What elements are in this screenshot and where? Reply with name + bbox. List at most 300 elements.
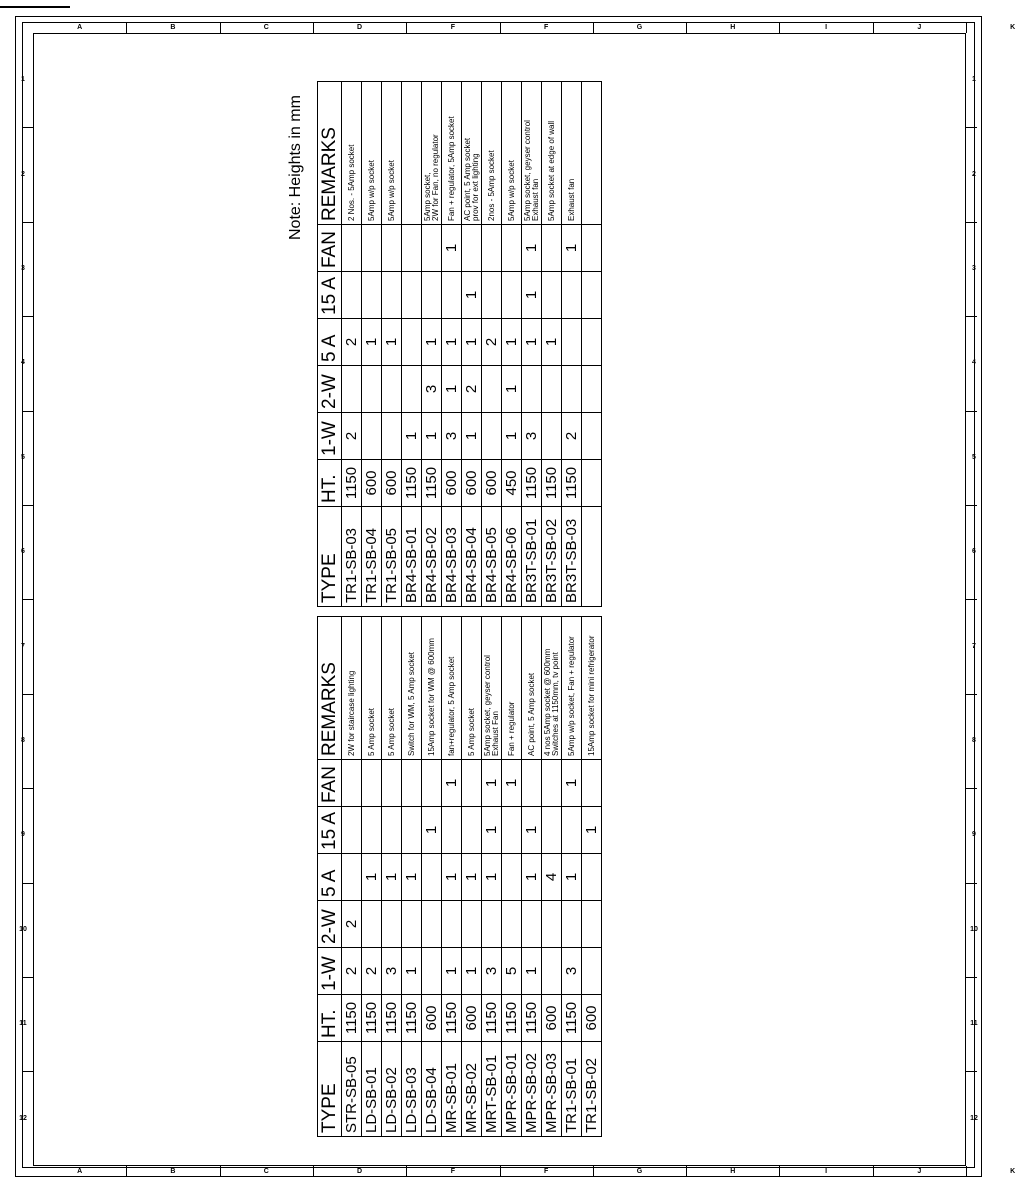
row-zone-left: 7 <box>21 642 25 650</box>
remarks-line: Fan + regulator <box>506 701 516 756</box>
cell-a15 <box>422 272 442 319</box>
cell-type: BR3T-SB-01 <box>522 507 542 607</box>
cell-remarks <box>462 617 482 760</box>
cell-a15: 1 <box>462 272 482 319</box>
cell-remarks <box>382 617 402 760</box>
cell-type: BR4-SB-04 <box>462 507 482 607</box>
cell-ht: 600 <box>582 995 602 1042</box>
cell-w1: 1 <box>422 413 442 460</box>
cell-w1 <box>542 413 562 460</box>
cell-type: TR1-SB-01 <box>562 1042 582 1137</box>
cell-w1: 1 <box>502 413 522 460</box>
cell-a5: 1 <box>382 319 402 366</box>
zone-tick <box>22 694 33 695</box>
column-header: HT. <box>318 460 342 507</box>
cell-ht: 600 <box>362 460 382 507</box>
cell-fan <box>582 760 602 807</box>
cell-remarks <box>562 617 582 760</box>
cell-remarks <box>482 617 502 760</box>
cell-ht: 600 <box>482 460 502 507</box>
cell-ht: 600 <box>442 460 462 507</box>
cell-a15 <box>362 807 382 854</box>
cell-ht: 1150 <box>402 995 422 1042</box>
cell-a5: 1 <box>362 319 382 366</box>
cell-w2 <box>362 366 382 413</box>
cell-remarks <box>362 617 382 760</box>
cell-a5: 4 <box>542 854 562 901</box>
cell-w1: 1 <box>522 948 542 995</box>
zone-tick <box>966 411 977 412</box>
table-row <box>482 82 502 607</box>
zone-tick <box>220 22 221 33</box>
cell-type: MRT-SB-01 <box>482 1042 502 1137</box>
cell-w2 <box>342 366 362 413</box>
cell-w2 <box>422 901 442 948</box>
table-row <box>522 617 542 1137</box>
column-header: 5 A <box>318 319 342 366</box>
cell-fan <box>502 225 522 272</box>
table-row <box>362 82 382 607</box>
row-zone-right: 3 <box>972 265 976 272</box>
table-row <box>542 617 562 1137</box>
cell-a5: 1 <box>522 854 542 901</box>
column-zone-top: B <box>170 24 176 31</box>
table-header-row <box>318 82 342 607</box>
cell-w2 <box>382 366 402 413</box>
zone-tick <box>313 1166 314 1177</box>
cell-fan: 1 <box>442 760 462 807</box>
cell-a15 <box>402 807 422 854</box>
column-header: TYPE <box>318 507 342 607</box>
cell-fan <box>402 225 422 272</box>
column-zone-top: F <box>450 24 455 31</box>
column-zone-bottom: A <box>77 1168 83 1175</box>
zone-tick <box>126 22 127 33</box>
zone-tick <box>500 1166 501 1177</box>
cell-type: BR3T-SB-03 <box>562 507 582 607</box>
cell-a5: 1 <box>382 854 402 901</box>
column-header: 15 A <box>318 272 342 319</box>
cell-fan <box>402 760 422 807</box>
cell-a5: 1 <box>462 319 482 366</box>
title-underline <box>0 6 70 8</box>
cell-fan: 1 <box>442 225 462 272</box>
cell-fan: 1 <box>522 225 542 272</box>
cell-w1: 3 <box>382 948 402 995</box>
remarks-line: Fan + regulator, 5Amp socket <box>446 116 456 221</box>
column-header: 5 A <box>318 854 342 901</box>
column-header: 2-W <box>318 901 342 948</box>
cell-type: BR4-SB-05 <box>482 507 502 607</box>
remarks-line: 2 Nos. - 5Amp socket <box>346 144 356 221</box>
row-zone-right: 7 <box>972 642 976 650</box>
cell-a15: 1 <box>482 807 502 854</box>
cell-w2 <box>542 366 562 413</box>
cell-a15 <box>342 807 362 854</box>
cell-remarks <box>402 82 422 225</box>
row-zone-left: 9 <box>21 831 25 839</box>
column-header: HT. <box>318 995 342 1042</box>
column-header: FAN <box>318 760 342 807</box>
cell-type: TR1-SB-03 <box>342 507 362 607</box>
cell-ht: 600 <box>422 995 442 1042</box>
cell-remarks <box>422 617 442 760</box>
table-row <box>462 82 482 607</box>
cell-remarks <box>582 617 602 760</box>
cell-w2 <box>482 366 502 413</box>
cell-w1: 1 <box>462 948 482 995</box>
column-zone-bottom: D <box>357 1168 363 1175</box>
remarks-line: Switch for WM, 5 Amp socket <box>406 651 416 756</box>
zone-tick <box>593 22 594 33</box>
cell-type: MPR-SB-02 <box>522 1042 542 1137</box>
cell-remarks <box>442 617 462 760</box>
column-header: TYPE <box>318 1042 342 1137</box>
remarks-line: 5 Amp socket <box>366 707 376 756</box>
cell-w1: 2 <box>362 948 382 995</box>
cell-remarks <box>382 82 402 225</box>
cell-type: BR4-SB-06 <box>502 507 522 607</box>
remarks-line: Switches at 1150mm, tv point <box>550 652 560 756</box>
cell-a5 <box>562 319 582 366</box>
row-zone-left: 3 <box>21 265 25 272</box>
table-row <box>422 617 442 1137</box>
cell-a5: 1 <box>442 319 462 366</box>
remarks-line: 5Amp socket, <box>422 172 432 221</box>
table-row <box>482 617 502 1137</box>
cell-fan <box>382 760 402 807</box>
cell-a15 <box>362 272 382 319</box>
cell-a15 <box>442 807 462 854</box>
cell-w1: 1 <box>402 948 422 995</box>
column-zone-top: C <box>263 24 269 31</box>
cell-type: MPR-SB-03 <box>542 1042 562 1137</box>
cell-w1 <box>582 948 602 995</box>
row-zone-right: 5 <box>972 453 976 461</box>
cell-w1: 2 <box>342 413 362 460</box>
cell-type: LD-SB-02 <box>382 1042 402 1137</box>
remarks-line: 15Amp socket for mini refrigerator <box>586 635 596 756</box>
cell-a5: 1 <box>562 854 582 901</box>
cell-fan <box>542 760 562 807</box>
cell-w2 <box>522 366 542 413</box>
remarks-line: Exhaust Fan <box>490 711 500 756</box>
cell-remarks <box>502 617 522 760</box>
zone-tick <box>966 505 977 506</box>
cell-fan: 1 <box>562 225 582 272</box>
table-row <box>562 82 582 607</box>
remarks-line: 5 Amp socket <box>466 707 476 756</box>
cell-ht: 1150 <box>562 460 582 507</box>
cell-a15 <box>382 807 402 854</box>
column-header: FAN <box>318 225 342 272</box>
table-row <box>382 82 402 607</box>
cell-a15 <box>582 272 602 319</box>
cell-a5: 1 <box>542 319 562 366</box>
zone-tick <box>966 316 977 317</box>
remarks-line: 4 nos 5Amp socket @ 600mm <box>542 648 552 756</box>
zone-tick <box>779 22 780 33</box>
cell-type: STR-SB-05 <box>342 1042 362 1137</box>
table-row <box>402 82 422 607</box>
row-zone-right: 11 <box>970 1020 978 1028</box>
cell-w1 <box>422 948 442 995</box>
cell-type: LD-SB-03 <box>402 1042 422 1137</box>
cell-remarks <box>342 82 362 225</box>
cell-ht: 600 <box>462 995 482 1042</box>
zone-tick <box>966 694 977 695</box>
cell-fan <box>522 760 542 807</box>
cell-w1 <box>482 413 502 460</box>
column-header: 1-W <box>318 413 342 460</box>
remarks-line: 15Amp socket for WM @ 600mm <box>426 638 436 756</box>
zone-tick <box>686 1166 687 1177</box>
zone-tick <box>873 1166 874 1177</box>
column-zone-bottom: C <box>263 1168 269 1175</box>
remarks-line: 5Amp w/p socket, Fan + regulator <box>566 636 576 756</box>
cell-remarks <box>422 82 442 225</box>
cell-remarks <box>402 617 422 760</box>
zone-tick <box>22 316 33 317</box>
column-zone-top: A <box>77 24 83 31</box>
column-header: REMARKS <box>318 617 342 760</box>
cell-fan <box>382 225 402 272</box>
remarks-line: 5Amp socket at edge of wall <box>546 120 556 221</box>
cell-w2: 2 <box>462 366 482 413</box>
cell-ht: 1150 <box>482 995 502 1042</box>
table-row <box>342 617 362 1137</box>
column-zone-top: G <box>636 24 643 31</box>
column-zone-bottom: G <box>636 1168 643 1175</box>
cell-w1: 3 <box>442 413 462 460</box>
table-row <box>562 617 582 1137</box>
row-zone-left: 4 <box>21 359 25 367</box>
cell-a15 <box>482 272 502 319</box>
cell-ht: 600 <box>462 460 482 507</box>
row-zone-left: 8 <box>21 737 25 744</box>
row-zone-right: 12 <box>970 1114 978 1122</box>
cell-a5 <box>422 854 442 901</box>
row-zone-right: 8 <box>972 737 976 744</box>
column-zone-bottom: B <box>170 1168 176 1175</box>
note-heights: Note: Heights in mm <box>287 95 304 240</box>
cell-ht: 1150 <box>422 460 442 507</box>
remarks-line: Exhaust fan <box>566 178 576 221</box>
column-zone-top: I <box>825 24 828 31</box>
row-zone-left: 11 <box>19 1020 27 1028</box>
cell-remarks <box>562 82 582 225</box>
cell-ht: 1150 <box>442 995 462 1042</box>
row-zone-left: 10 <box>19 925 27 933</box>
column-zone-bottom: K <box>1010 1168 1016 1175</box>
cell-remarks <box>522 82 542 225</box>
table-row <box>442 82 462 607</box>
zone-tick <box>406 1166 407 1177</box>
remarks-line: 2nos - 5Amp socket <box>486 150 496 221</box>
zone-tick <box>22 599 33 600</box>
zone-tick <box>966 22 967 33</box>
cell-fan <box>422 225 442 272</box>
cell-ht: 1150 <box>342 460 362 507</box>
cell-remarks <box>522 617 542 760</box>
row-zone-right: 6 <box>972 548 976 556</box>
zone-tick <box>220 1166 221 1177</box>
cell-type <box>582 507 602 607</box>
cell-w2 <box>582 901 602 948</box>
cell-a15 <box>562 807 582 854</box>
cell-remarks <box>542 617 562 760</box>
cell-ht: 1150 <box>522 460 542 507</box>
cell-a5 <box>402 319 422 366</box>
cell-w2 <box>562 366 582 413</box>
cell-fan <box>342 225 362 272</box>
cell-a15: 1 <box>582 807 602 854</box>
cell-w2: 1 <box>502 366 522 413</box>
remarks-line: fan+regulator, 5 Amp socket <box>446 656 456 756</box>
cell-type: MR-SB-02 <box>462 1042 482 1137</box>
row-zone-left: 12 <box>19 1114 27 1122</box>
switchboard-schedule <box>287 87 600 1137</box>
zone-tick <box>22 505 33 506</box>
cell-type: MPR-SB-01 <box>502 1042 522 1137</box>
cell-ht: 1150 <box>402 460 422 507</box>
cell-w2: 1 <box>442 366 462 413</box>
table-row <box>382 617 402 1137</box>
cell-w2 <box>542 901 562 948</box>
row-zone-right: 2 <box>972 170 976 178</box>
cell-fan <box>342 760 362 807</box>
schedule-table-left <box>317 616 602 1137</box>
table-row <box>362 617 382 1137</box>
row-zone-left: 1 <box>21 76 25 84</box>
cell-w2 <box>382 901 402 948</box>
row-zone-left: 6 <box>21 548 25 556</box>
cell-ht: 1150 <box>522 995 542 1042</box>
cell-a15 <box>402 272 422 319</box>
cell-w1 <box>542 948 562 995</box>
cell-remarks <box>542 82 562 225</box>
cell-remarks <box>482 82 502 225</box>
cell-fan: 1 <box>562 760 582 807</box>
cell-type: BR3T-SB-02 <box>542 507 562 607</box>
cell-fan <box>422 760 442 807</box>
cell-w1: 1 <box>442 948 462 995</box>
zone-tick <box>313 22 314 33</box>
remarks-line: 5Amp socket, geyser control <box>522 120 532 221</box>
column-header: 2-W <box>318 366 342 413</box>
cell-ht <box>582 460 602 507</box>
cell-fan <box>362 760 382 807</box>
table-row <box>582 82 602 607</box>
remarks-line: AC point, 5 Amp socket <box>462 137 472 221</box>
cell-w2: 2 <box>342 901 362 948</box>
remarks-line: 2W for staircase lighting <box>346 670 356 756</box>
table-row <box>442 617 462 1137</box>
cell-w2 <box>402 901 422 948</box>
cell-fan <box>462 225 482 272</box>
column-zone-bottom: J <box>917 1168 922 1175</box>
zone-tick <box>966 1071 977 1072</box>
row-zone-left: 2 <box>21 170 25 178</box>
zone-tick <box>966 599 977 600</box>
cell-w2 <box>522 901 542 948</box>
table-row <box>502 617 522 1137</box>
cell-fan <box>362 225 382 272</box>
column-zone-bottom: F <box>450 1168 455 1175</box>
cell-fan: 1 <box>482 760 502 807</box>
remarks-line: 5Amp w/p socket <box>506 160 516 221</box>
column-zone-top: K <box>1010 24 1016 31</box>
column-zone-bottom: F <box>544 1168 549 1175</box>
zone-tick <box>22 222 33 223</box>
cell-a15 <box>462 807 482 854</box>
cell-w1: 1 <box>402 413 422 460</box>
zone-tick <box>593 1166 594 1177</box>
cell-fan <box>482 225 502 272</box>
zone-tick <box>966 883 977 884</box>
column-header: REMARKS <box>318 82 342 225</box>
cell-remarks <box>502 82 522 225</box>
cell-w1: 5 <box>502 948 522 995</box>
cell-w1: 2 <box>562 413 582 460</box>
cell-remarks <box>442 82 462 225</box>
zone-tick <box>686 22 687 33</box>
row-zone-left: 5 <box>21 453 25 461</box>
cell-ht: 1150 <box>382 995 402 1042</box>
column-header: 15 A <box>318 807 342 854</box>
column-zone-top: H <box>730 24 736 31</box>
cell-a15 <box>502 272 522 319</box>
cell-w2 <box>562 901 582 948</box>
remarks-line: 5 Amp socket <box>386 707 396 756</box>
cell-a5: 1 <box>502 319 522 366</box>
cell-ht: 600 <box>382 460 402 507</box>
cell-w1: 3 <box>522 413 542 460</box>
remarks-line: AC point, 5 Amp socket <box>526 672 536 756</box>
cell-a5 <box>342 854 362 901</box>
cell-a15 <box>382 272 402 319</box>
remarks-line: Exhaust fan <box>530 178 540 221</box>
zone-tick <box>22 1071 33 1072</box>
column-header: 1-W <box>318 948 342 995</box>
cell-w2: 3 <box>422 366 442 413</box>
cell-w1 <box>582 413 602 460</box>
zone-tick <box>126 1166 127 1177</box>
cell-fan: 1 <box>502 760 522 807</box>
zone-tick <box>966 1166 967 1177</box>
cell-ht: 1150 <box>542 460 562 507</box>
cell-a5: 1 <box>482 854 502 901</box>
table-row <box>402 617 422 1137</box>
cell-w2 <box>482 901 502 948</box>
cell-remarks <box>362 82 382 225</box>
cell-type: TR1-SB-05 <box>382 507 402 607</box>
cell-a5: 1 <box>522 319 542 366</box>
cell-a15: 1 <box>522 272 542 319</box>
cell-a5 <box>502 854 522 901</box>
zone-tick <box>22 127 33 128</box>
remarks-line: prov for ext lighting <box>470 153 480 221</box>
table-header-row <box>318 617 342 1137</box>
cell-type: TR1-SB-02 <box>582 1042 602 1137</box>
zone-tick <box>406 22 407 33</box>
zone-tick <box>22 977 33 978</box>
table-row <box>542 82 562 607</box>
cell-a15: 1 <box>422 807 442 854</box>
cell-a15 <box>342 272 362 319</box>
column-zone-top: F <box>544 24 549 31</box>
table-row <box>462 617 482 1137</box>
